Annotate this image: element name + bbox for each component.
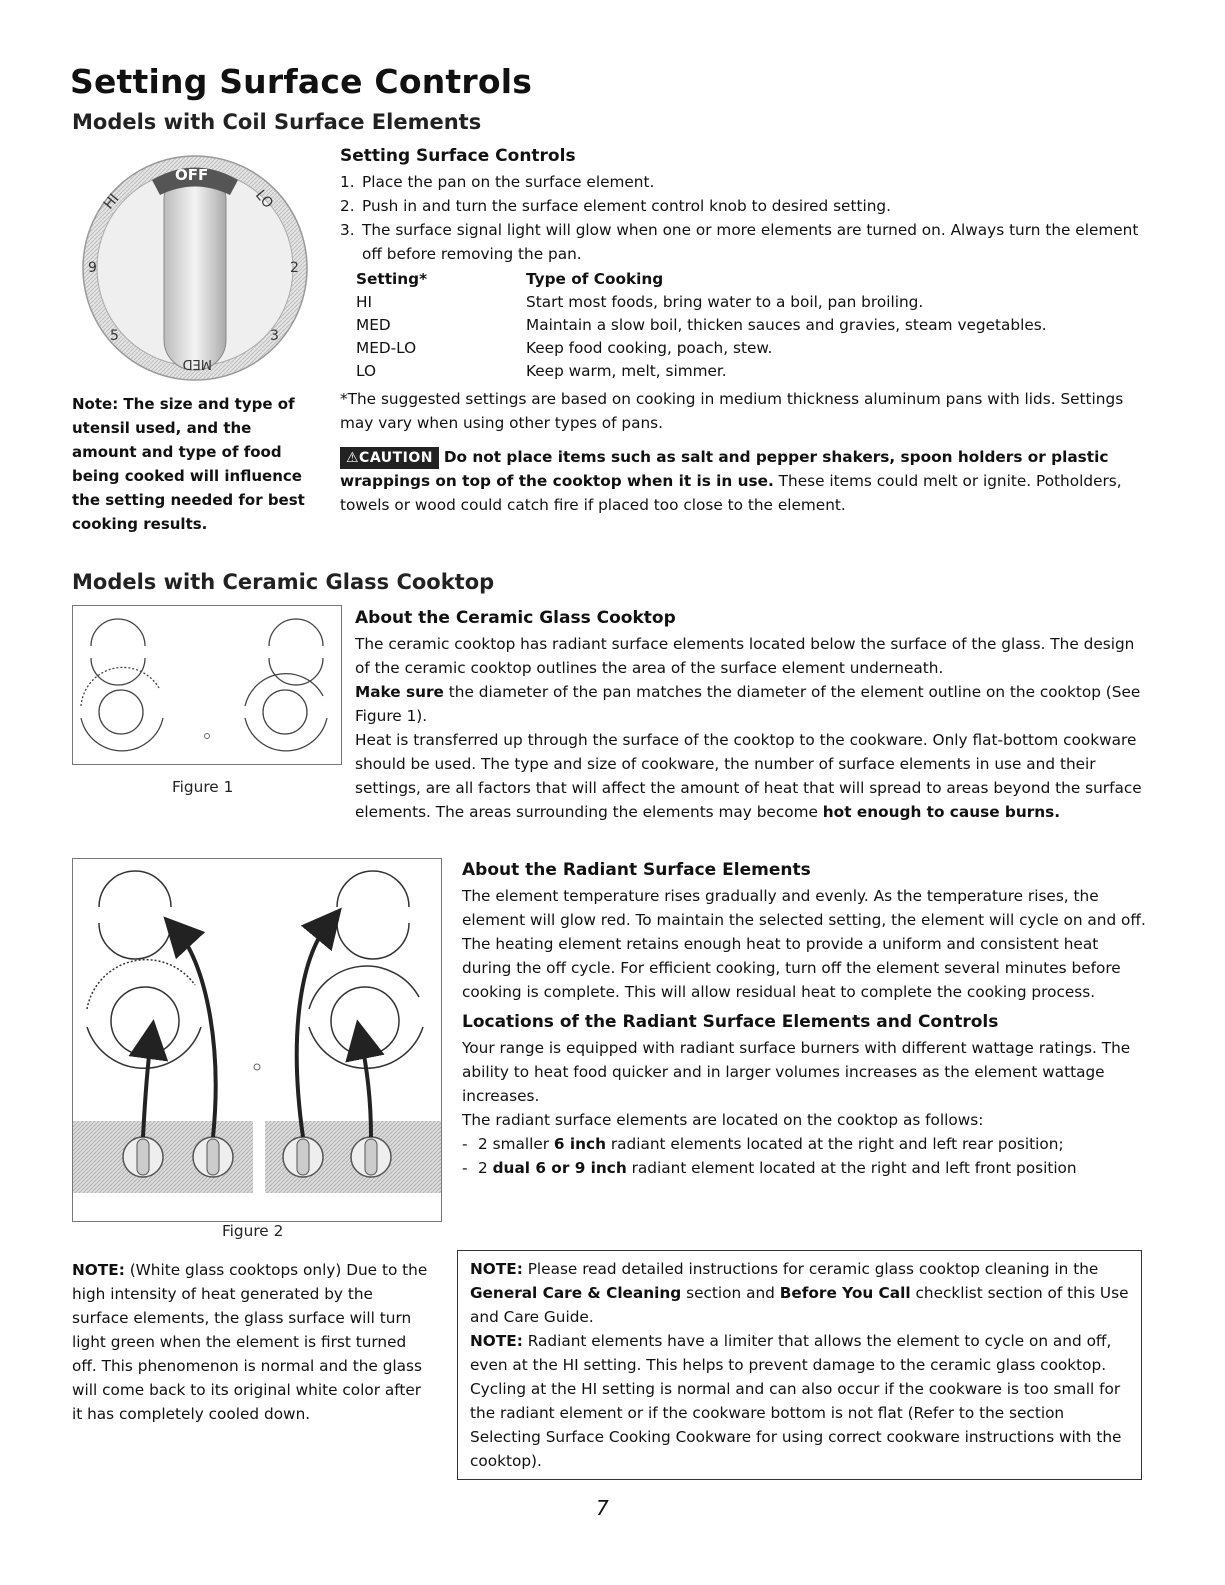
about-ceramic-p3 <box>355 728 1145 824</box>
caution-bold-text: Do not place items such as salt and pepper shakers, spoon holders or plastic wrappings on top of the cooktop when it is in use. <box>340 448 1109 490</box>
figure-2-cooktop-controls <box>72 858 442 1222</box>
setting-cell: MED <box>356 316 391 334</box>
steps-list <box>340 170 1140 266</box>
knob-hi-label: HI <box>100 191 123 213</box>
make-sure-bold: Make sure <box>355 683 444 701</box>
caution-text: These items could melt or ignite. Potholders, towels or wood could catch fire if placed too close to the element. <box>340 472 1122 514</box>
about-ceramic-p2-text: the diameter of the pan matches the diameter of the element outline on the cooktop (See Figure 1). <box>355 683 1141 725</box>
table-row <box>356 360 1047 383</box>
type-cell: Start most foods, bring water to a boil, pan broiling. <box>526 293 924 311</box>
list-item: - 2 dual 6 or 9 inch radiant element located at the right and left front position <box>462 1156 1152 1180</box>
table-row <box>356 337 1047 360</box>
knob-med-label: MED <box>182 356 212 371</box>
box-note-1: NOTE: Please read detailed instructions for ceramic glass cooktop cleaning in the General Care & Cleaning section and Before You Call checklist section of this Use and Care Guide. <box>470 1260 1129 1326</box>
control-knob-illustration <box>70 140 320 390</box>
locations-list <box>462 1132 1152 1180</box>
figure-1-cooktop <box>72 605 342 765</box>
type-cell: Keep warm, melt, simmer. <box>526 362 727 380</box>
box-note-2: NOTE: Radiant elements have a limiter that allows the element to cycle on and off, even at the HI setting. This helps to prevent damage to the ceramic glass cooktop. Cycling at the HI setting is normal and can also occur if the cookware is too small for the radiant element or if the cookware bottom is not flat (Refer to the section Selecting Surface Cooking Cookware for using correct cookware instructions with the cooktop). <box>470 1332 1122 1470</box>
radiant-heading: About the Radiant Surface Elements <box>462 860 811 880</box>
about-ceramic-section <box>355 606 1145 824</box>
type-column-header: Type of Cooking <box>526 270 664 288</box>
coil-note: Note: The size and type of utensil used, and the amount and type of food being cooked will influence the setting needed for best cooking results. <box>72 395 305 533</box>
settings-footnote: *The suggested settings are based on cooking in medium thickness aluminum pans with lids. Settings may vary when using other types of pans. <box>340 390 1124 432</box>
white-glass-note <box>72 1258 432 1426</box>
ceramic-heading: Models with Ceramic Glass Cooktop <box>72 570 495 594</box>
setting-column-header: Setting* <box>356 270 428 288</box>
setting-controls-heading: Setting Surface Controls <box>340 146 576 166</box>
radiant-text: The element temperature rises gradually and evenly. As the temperature rises, the element will glow red. To maintain the selected setting, the element will cycle on and off. The heating element retains enough heat to provide a uniform and consistent heat during the off cycle. For efficient cooking, turn off the element several minutes before cooking is complete. This will allow residual heat to complete the cooking process. <box>462 887 1146 1001</box>
about-ceramic-p2 <box>355 680 1145 728</box>
setting-cell: MED-LO <box>356 339 417 357</box>
coil-heading: Models with Coil Surface Elements <box>72 110 482 134</box>
figure-1-caption: Figure 1 <box>172 778 234 796</box>
about-ceramic-heading: About the Ceramic Glass Cooktop <box>355 608 676 628</box>
setting-controls-section <box>340 144 1140 517</box>
type-cell: Keep food cooking, poach, stew. <box>526 339 773 357</box>
knob-9-label: 9 <box>88 260 97 276</box>
table-row <box>356 314 1047 337</box>
white-note-text: (White glass cooktops only) Due to the high intensity of heat generated by the surface elements, the glass surface will turn light green when the element is first turned off. This phenomenon is normal and the glass will come back to its original white color after it has completely cooled down. <box>72 1261 428 1423</box>
about-ceramic-p1: The ceramic cooktop has radiant surface elements located below the surface of the glass. The design of the ceramic cooktop outlines the area of the surface element underneath. <box>355 635 1135 677</box>
type-cell: Maintain a slow boil, thicken sauces and gravies, steam vegetables. <box>526 316 1047 334</box>
step-item: 3. The surface signal light will glow when one or more elements are turned on. Always turn the element off before removing the pan. <box>340 221 1139 263</box>
knob-2-label: 2 <box>290 260 299 276</box>
locations-heading: Locations of the Radiant Surface Elements and Controls <box>462 1012 999 1032</box>
setting-cell: LO <box>356 362 377 380</box>
caution-paragraph <box>340 445 1140 517</box>
hot-warning-bold: hot enough to cause burns. <box>822 803 1061 821</box>
table-row <box>356 291 1047 314</box>
setting-cell: HI <box>356 293 373 311</box>
step-item: 2. Push in and turn the surface element control knob to desired setting. <box>340 197 891 215</box>
step-item: 1. Place the pan on the surface element. <box>340 173 655 191</box>
figure-2-caption: Figure 2 <box>222 1222 284 1240</box>
locations-text-2: The radiant surface elements are located on the cooktop as follows: <box>462 1111 984 1129</box>
list-item: - 2 smaller 6 inch radiant elements located at the right and left rear position; <box>462 1132 1152 1156</box>
knob-3-label: 3 <box>270 328 279 344</box>
white-note-label: NOTE: <box>72 1261 125 1279</box>
knob-lo-label: LO <box>251 187 276 212</box>
settings-table <box>356 268 1047 383</box>
caution-badge: ⚠CAUTION <box>340 447 439 469</box>
radiant-section <box>462 858 1152 1180</box>
knob-5-label: 5 <box>110 328 119 344</box>
locations-text: Your range is equipped with radiant surface burners with different wattage ratings. The ability to heat food quicker and in larger volumes increases as the element wattage increases. <box>462 1039 1131 1105</box>
about-ceramic-p3-text: Heat is transferred up through the surface of the cooktop to the cookware. Only flat-bottom cookware should be used. The type and size of cookware, the number of surface elements in use and their settings, are all factors that will affect the amount of heat that will spread to areas beyond the surface elements. The areas surrounding the elements may become <box>355 731 1142 821</box>
page-number: 7 <box>596 1496 609 1520</box>
knob-off-label: OFF <box>175 166 209 184</box>
page-title: Setting Surface Controls <box>70 62 533 101</box>
cleaning-note-box <box>457 1250 1142 1480</box>
table-header-row <box>356 268 1047 291</box>
